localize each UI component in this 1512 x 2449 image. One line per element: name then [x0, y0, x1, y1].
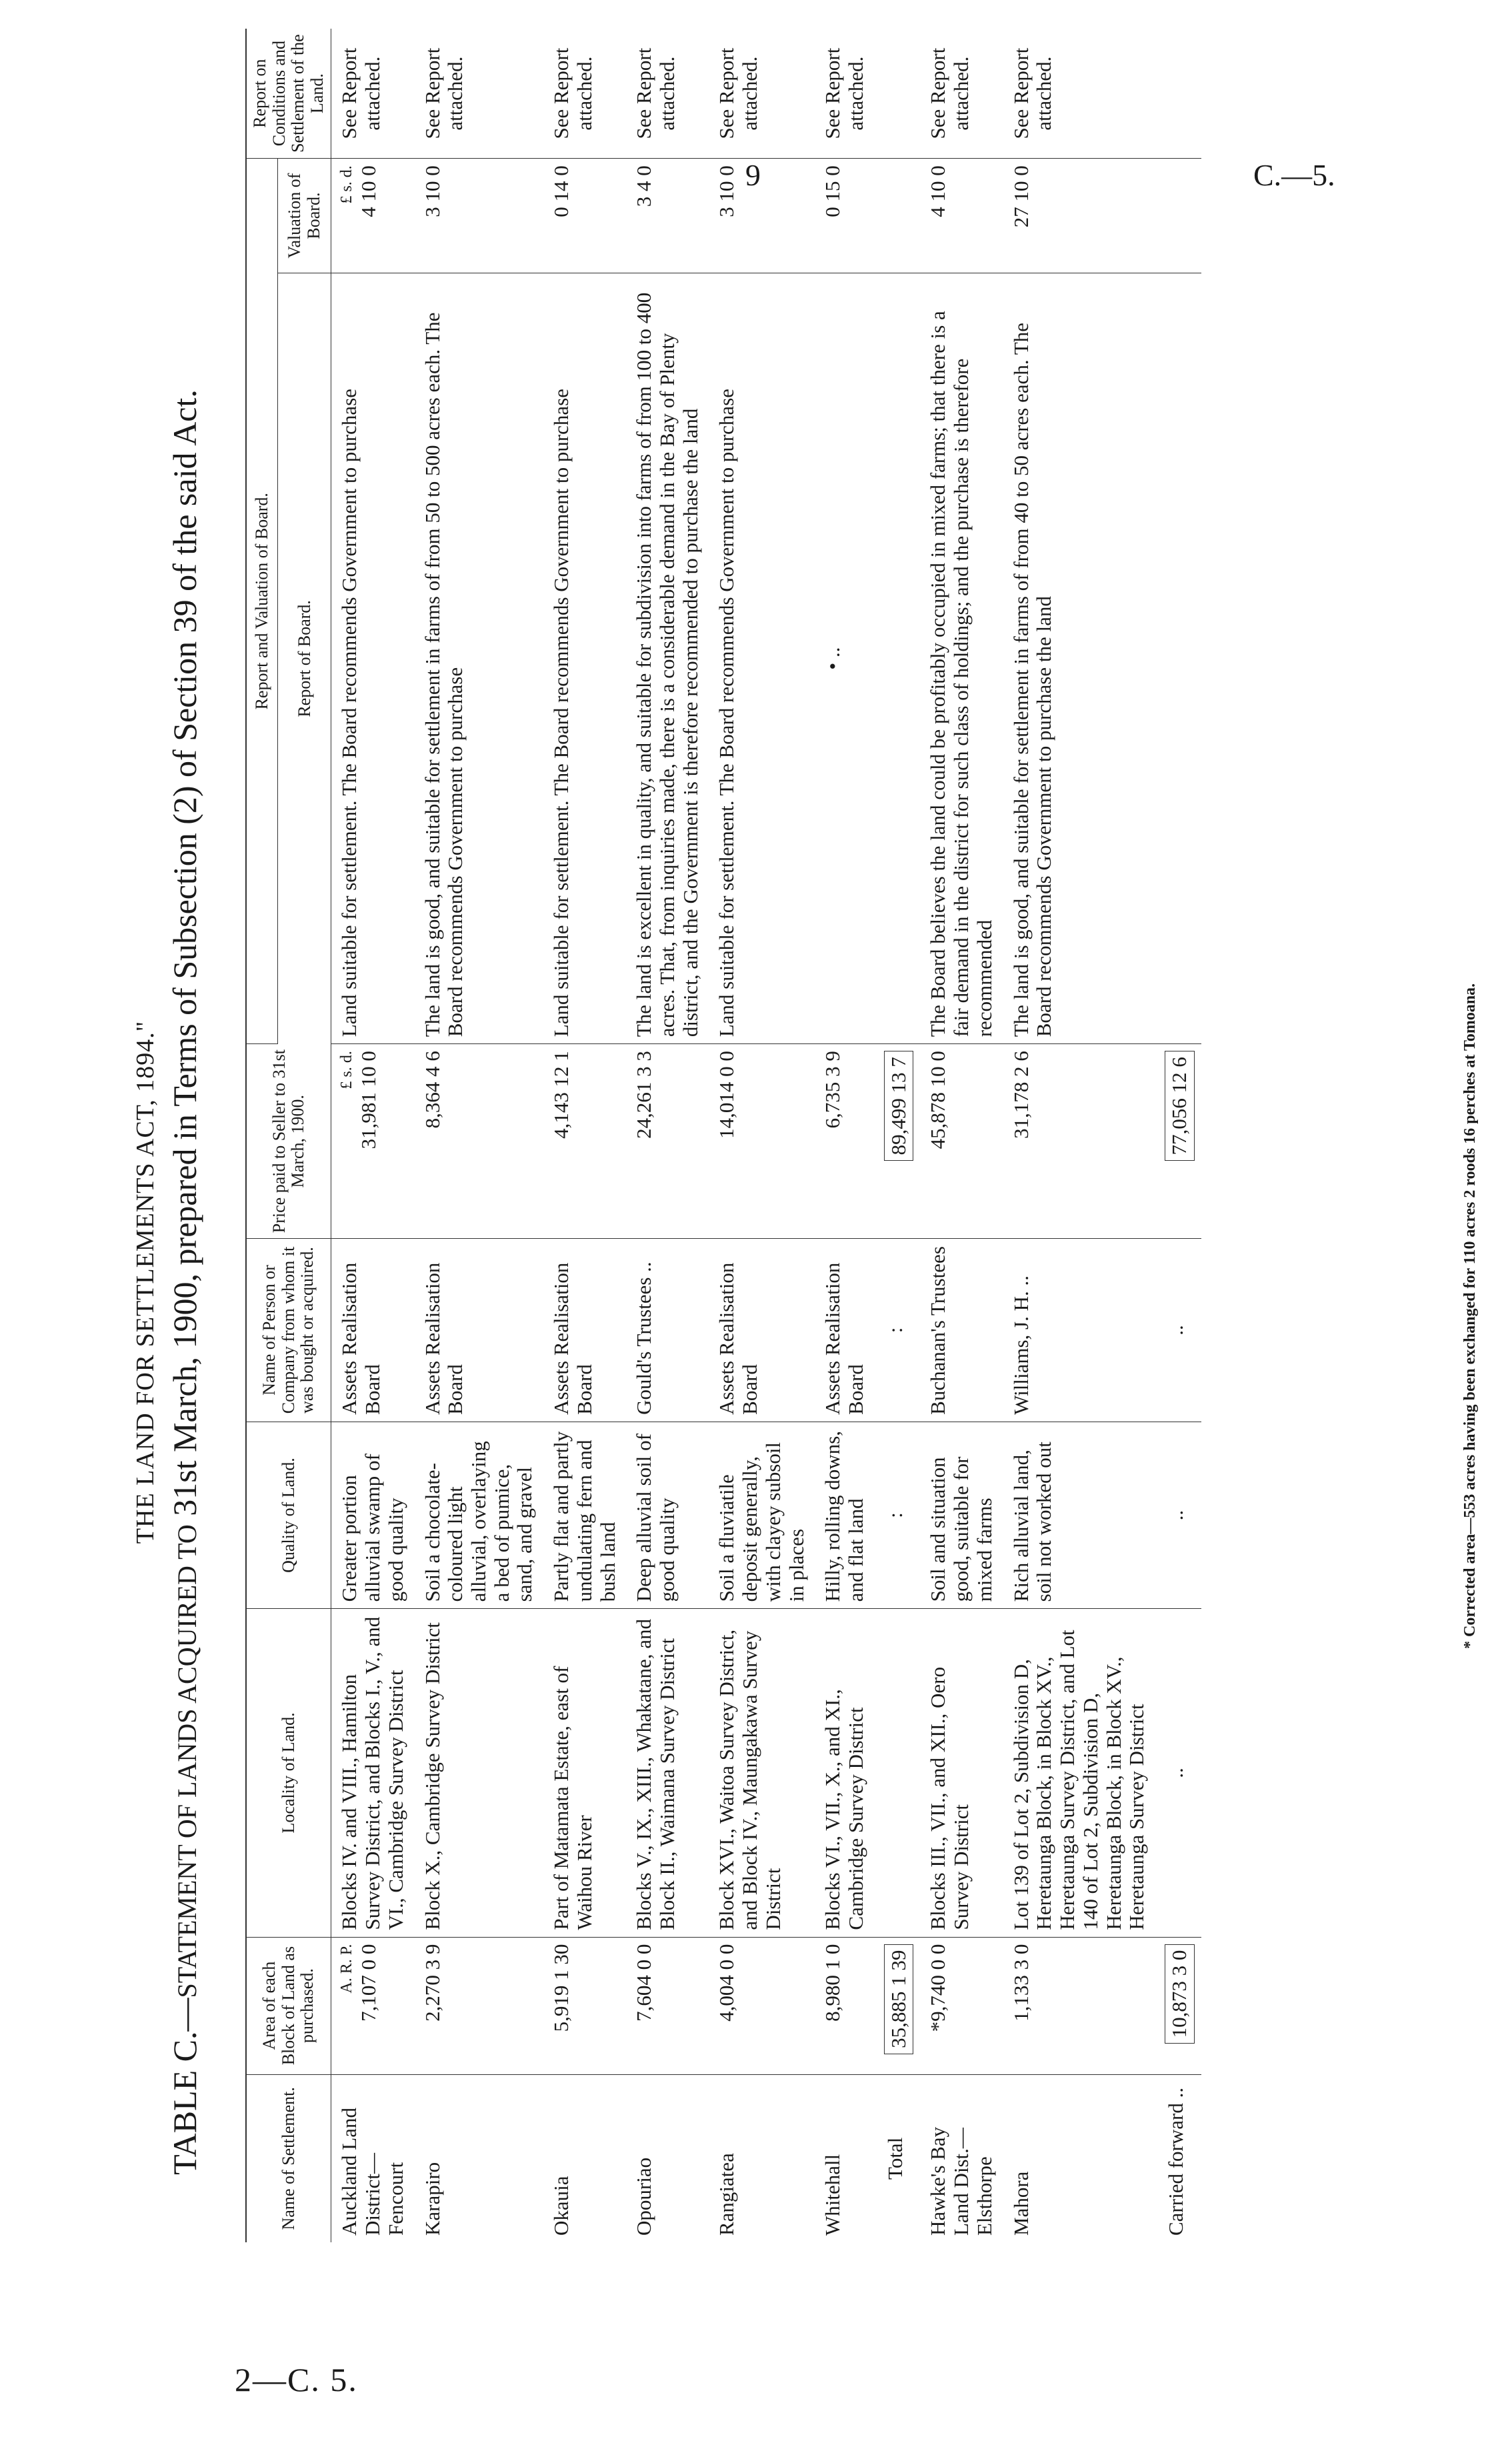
col-conditions: Report on Conditions and Settlement of the Land.: [246, 29, 331, 159]
locality-cell: Blocks V., IX., XIII., Whakatane, and Block II., Waimana Survey District: [626, 1609, 709, 1937]
valuation-value: 4 10 0: [357, 165, 381, 217]
seller-cell: Assets Realisation Board: [543, 1239, 626, 1422]
settlement-table: [245, 29, 1201, 2242]
col-area: Area of each Block of Land as purchased.: [246, 1937, 331, 2074]
carried-seller: ..: [1155, 1239, 1201, 1422]
district-label: Auckland Land District—: [337, 2108, 385, 2236]
col-valuation: Valuation of Board.: [278, 159, 331, 273]
carried-price-box: 77,056 12 6: [1165, 1051, 1195, 1161]
col-locality: Locality of Land.: [246, 1609, 331, 1937]
settlement-label: Elsthorpe: [972, 2156, 996, 2236]
area-units: A. R. P.: [338, 1944, 356, 1994]
report-cell: Land suitable for settlement. The Board recommends Government to purchase: [709, 273, 815, 1043]
settlement-name: [331, 2074, 415, 2242]
conditions-cell: See Report attached.: [331, 29, 415, 159]
seller-cell: Assets Realisation Board: [815, 1239, 874, 1422]
quality-cell: Partly flat and partly undulating fern and bush land: [543, 1422, 626, 1608]
locality-cell: Blocks VI., VII., X., and XI., Cambridge Survey District: [815, 1609, 874, 1937]
col-quality: Quality of Land.: [246, 1422, 331, 1608]
settlement-name: Karapiro: [420, 2162, 444, 2236]
area-cell: 1,133 3 0: [1003, 1937, 1155, 2074]
settlement-name: Whitehall: [821, 2154, 845, 2236]
carried-price: [1155, 1044, 1201, 1239]
locality-cell: Blocks III., VII., and XII., Oero Survey District: [920, 1609, 1003, 1937]
price-cell: [331, 1044, 415, 1239]
total-label: Total: [883, 2137, 907, 2180]
quality-cell: Rich alluvial land, soil not worked out: [1003, 1422, 1155, 1608]
table-title: [165, 209, 204, 2356]
total-area-box: 35,885 1 39: [884, 1944, 914, 2054]
carried-locality: ..: [1155, 1609, 1201, 1937]
quality-cell: Soil a chocolate-coloured light alluvial, overlaying a bed of pumice, sand, and gravel: [415, 1422, 544, 1608]
area-cell: *9,740 0 0: [920, 1937, 1003, 2074]
conditions-cell: See Report attached.: [815, 29, 874, 159]
table-row: [626, 29, 709, 2242]
carried-area: [1155, 1937, 1201, 2074]
table-title-suffix: 31st March, 1900, prepared in Terms of Subsection (2) of Section 39 of the said Act.: [166, 389, 203, 1525]
conditions-cell: See Report attached.: [626, 29, 709, 159]
conditions-cell: See Report attached.: [415, 29, 544, 159]
col-settlement: Name of Settlement.: [246, 2074, 331, 2242]
price-cell: 4,143 12 1: [543, 1044, 626, 1239]
price-cell: 31,178 2 6: [1003, 1044, 1155, 1239]
seller-cell: Buchanan's Trustees: [920, 1239, 1003, 1422]
locality-cell: Block XVI., Waitoa Survey District, and Block IV., Maungakawa Survey District: [709, 1609, 815, 1937]
total-price-box: 89,499 13 7: [884, 1051, 914, 1161]
col-board-report: Report of Board.: [278, 273, 331, 1043]
table-title-prefix: TABLE C.—: [166, 1998, 203, 2175]
area-cell: [331, 1937, 415, 2074]
settlement-name: Okauia: [549, 2176, 573, 2236]
footer-code: 2—C. 5.: [235, 2361, 358, 2398]
carried-quality: ..: [1155, 1422, 1201, 1608]
conditions-cell: See Report attached.: [920, 29, 1003, 159]
total-seller: :: [875, 1239, 921, 1422]
quality-cell: Greater portion alluvial swamp of good quality: [331, 1422, 415, 1608]
carried-forward-row: [1155, 29, 1201, 2242]
locality-cell: Blocks IV. and VIII., Hamilton Survey District, and Blocks I., V., and VI., Cambridge Survey District: [331, 1609, 415, 1937]
col-price: Price paid to Seller to 31st March, 1900.: [246, 1044, 331, 1239]
valuation-cell: 4 10 0: [920, 159, 1003, 273]
seller-cell: Gould's Trustees ..: [626, 1239, 709, 1422]
total-locality: [875, 1609, 921, 1937]
valuation-cell: [331, 159, 415, 273]
price-cell: 14,014 0 0: [709, 1044, 815, 1239]
col-seller: Name of Person or Company from whom it was bought or acquired.: [246, 1239, 331, 1422]
price-units: £ s. d.: [338, 1051, 356, 1089]
area-cell: 5,919 1 30: [543, 1937, 626, 2074]
valuation-units: £ s. d.: [338, 165, 356, 204]
price-cell: 8,364 4 6: [415, 1044, 544, 1239]
total-report: [875, 273, 921, 1043]
district-label: Hawke's Bay Land Dist.—: [926, 2126, 973, 2236]
price-cell: 24,261 3 3: [626, 1044, 709, 1239]
conditions-cell: See Report attached.: [1003, 29, 1155, 159]
report-cell: • ..: [815, 273, 874, 1043]
price-value: 31,981 10 0: [357, 1051, 381, 1149]
area-cell: 2,270 3 9: [415, 1937, 544, 2074]
settlement-name: Rangiatea: [715, 2153, 739, 2236]
area-cell: 4,004 0 0: [709, 1937, 815, 2074]
total-price: [875, 1044, 921, 1239]
act-title: THE LAND FOR SETTLEMENTS ACT, 1894.": [131, 1020, 159, 1544]
total-area: [875, 1937, 921, 2074]
report-cell: The land is excellent in quality, and suitable for subdivision into farms of from 100 to 400 acres. That, from inquiries made, there is a considerable demand in the Bay of Plenty district, and the Government is therefore recommended to purchase the land: [626, 273, 709, 1043]
locality-cell: Part of Matamata Estate, east of Waihou River: [543, 1609, 626, 1937]
table-row: [920, 29, 1003, 2242]
carried-area-box: 10,873 3 0: [1165, 1944, 1195, 2044]
total-row: [875, 29, 921, 2242]
document-code: C.—5.: [1253, 158, 1335, 192]
report-cell: The land is good, and suitable for settlement in farms of from 50 to 500 acres each. The Board recommends Government to purchase: [415, 273, 544, 1043]
settlement-name: Opouriao: [632, 2157, 656, 2236]
seller-cell: Assets Realisation Board: [709, 1239, 815, 1422]
total-quality: :: [875, 1422, 921, 1608]
page-number: 9: [745, 158, 761, 192]
area-value: 7,107 0 0: [357, 1944, 381, 2022]
quality-cell: Soil and situation good, suitable for mixed farms: [920, 1422, 1003, 1608]
report-cell: The Board believes the land could be profitably occupied in mixed farms; that there is a fair demand in the district for such class of holdings; and the purchase is therefore recommended: [920, 273, 1003, 1043]
table-row: [815, 29, 874, 2242]
price-cell: 45,878 10 0: [920, 1044, 1003, 1239]
col-board-group: Report and Valuation of Board.: [246, 159, 278, 1044]
carried-label: Carried forward ..: [1163, 2087, 1187, 2236]
valuation-cell: 27 10 0: [1003, 159, 1155, 273]
price-cell: 6,735 3 9: [815, 1044, 874, 1239]
carried-valuation: [1155, 159, 1201, 273]
valuation-cell: 3 10 0: [709, 159, 815, 273]
carried-report: [1155, 273, 1201, 1043]
footnote: * Corrected area—553 acres having been exchanged for 110 acres 2 roods 16 perches at Tomoana.: [1461, 983, 1479, 1649]
total-conditions: [875, 29, 921, 159]
quality-cell: Hilly, rolling downs, and flat land: [815, 1422, 874, 1608]
table-title-smallcaps: STATEMENT OF LANDS ACQUIRED TO: [172, 1524, 202, 1998]
total-valuation: [875, 159, 921, 273]
valuation-cell: 3 10 0: [415, 159, 544, 273]
settlement-name: Mahora: [1009, 2171, 1033, 2236]
table-row: [415, 29, 544, 2242]
carried-conditions: [1155, 29, 1201, 159]
quality-cell: Soil a fluviatile deposit generally, with clayey subsoil in places: [709, 1422, 815, 1608]
area-cell: 7,604 0 0: [626, 1937, 709, 2074]
locality-cell: Block X., Cambridge Survey District: [415, 1609, 544, 1937]
table-row: [709, 29, 815, 2242]
table-row: [1003, 29, 1155, 2242]
seller-cell: Williams, J. H. ..: [1003, 1239, 1155, 1422]
settlement-name: [920, 2074, 1003, 2242]
settlement-label: Fencourt: [383, 2162, 407, 2236]
report-cell: Land suitable for settlement. The Board recommends Government to purchase: [331, 273, 415, 1043]
seller-cell: Assets Realisation Board: [331, 1239, 415, 1422]
seller-cell: Assets Realisation Board: [415, 1239, 544, 1422]
valuation-cell: 0 15 0: [815, 159, 874, 273]
conditions-cell: See Report attached.: [709, 29, 815, 159]
report-cell: The land is good, and suitable for settlement in farms of from 40 to 50 acres each. The Board recommends Government to purchase the land: [1003, 273, 1155, 1043]
valuation-cell: 3 4 0: [626, 159, 709, 273]
report-cell: Land suitable for settlement. The Board recommends Government to purchase: [543, 273, 626, 1043]
valuation-cell: 0 14 0: [543, 159, 626, 273]
area-cell: 8,980 1 0: [815, 1937, 874, 2074]
conditions-cell: See Report attached.: [543, 29, 626, 159]
locality-cell: Lot 139 of Lot 2, Subdivision D, Heretaunga Block, in Block XV., Heretaunga Survey District, and Lot 140 of Lot 2, Subdivision D, Heretaunga Block, in Block XV., Heretaunga Survey District: [1003, 1609, 1155, 1937]
table-row: [331, 29, 415, 2242]
table-row: [543, 29, 626, 2242]
quality-cell: Deep alluvial soil of good quality: [626, 1422, 709, 1608]
